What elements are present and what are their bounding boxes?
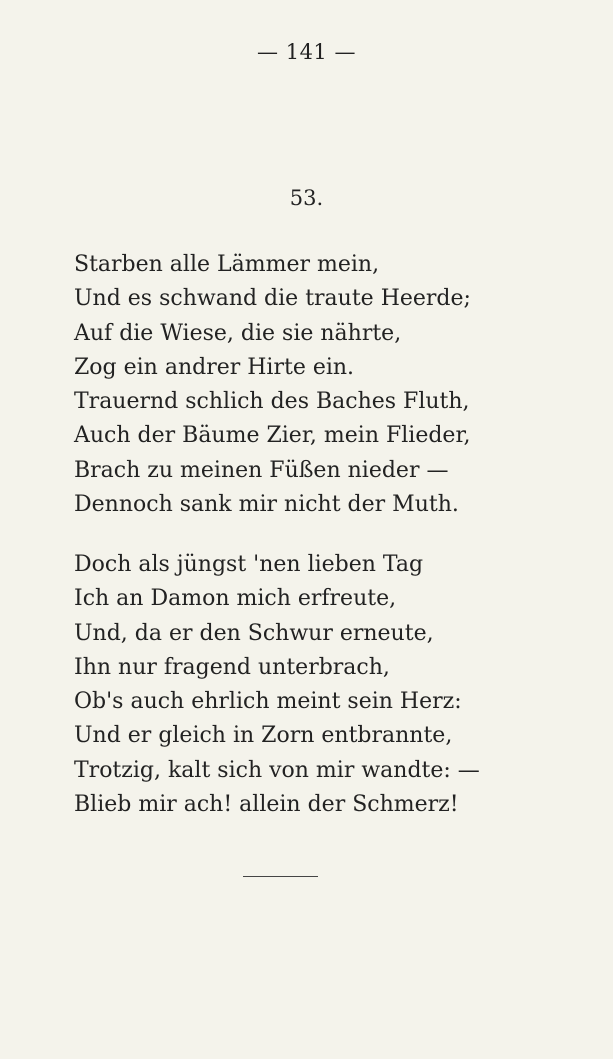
poem-line: Starben alle Lämmer mein, [74,252,380,277]
page-number: — 141 — [257,40,356,64]
poem-line: Auf die Wiese, die sie nährte, [74,320,402,346]
poem-line: Doch als jüngst 'nen lieben Tag [74,552,424,577]
poem-line: Und, da er den Schwur erneute, [74,620,434,646]
poem-line: Brach zu meinen Füßen nieder — [74,457,449,483]
poem-line: Ob's auch ehrlich meint sein Herz: [74,689,462,715]
poem-line: Trotzig, kalt sich von mir wandte: — [74,757,480,783]
poem-line: Auch der Bäume Zier, mein Flieder, [74,423,471,449]
stanza-2 [74,548,544,822]
poem-line: Zog ein andrer Hirte ein. [74,354,355,380]
poem-line: Ihn nur fragend unterbrach, [74,654,390,680]
poem-line: Dennoch sank mir nicht der Muth. [74,492,459,518]
poem-line: Blieb mir ach! allein der Schmerz! [74,792,459,818]
end-rule [243,876,318,877]
poem-line: Ich an Damon mich erfreute, [74,586,397,612]
poem-line: Und es schwand die traute Heerde; [74,286,471,312]
poem-number: 53. [289,186,324,210]
stanza-1 [74,248,544,522]
poem-line: Trauernd schlich des Baches Fluth, [74,389,470,415]
poem-line: Und er gleich in Zorn entbrannte, [74,723,453,749]
